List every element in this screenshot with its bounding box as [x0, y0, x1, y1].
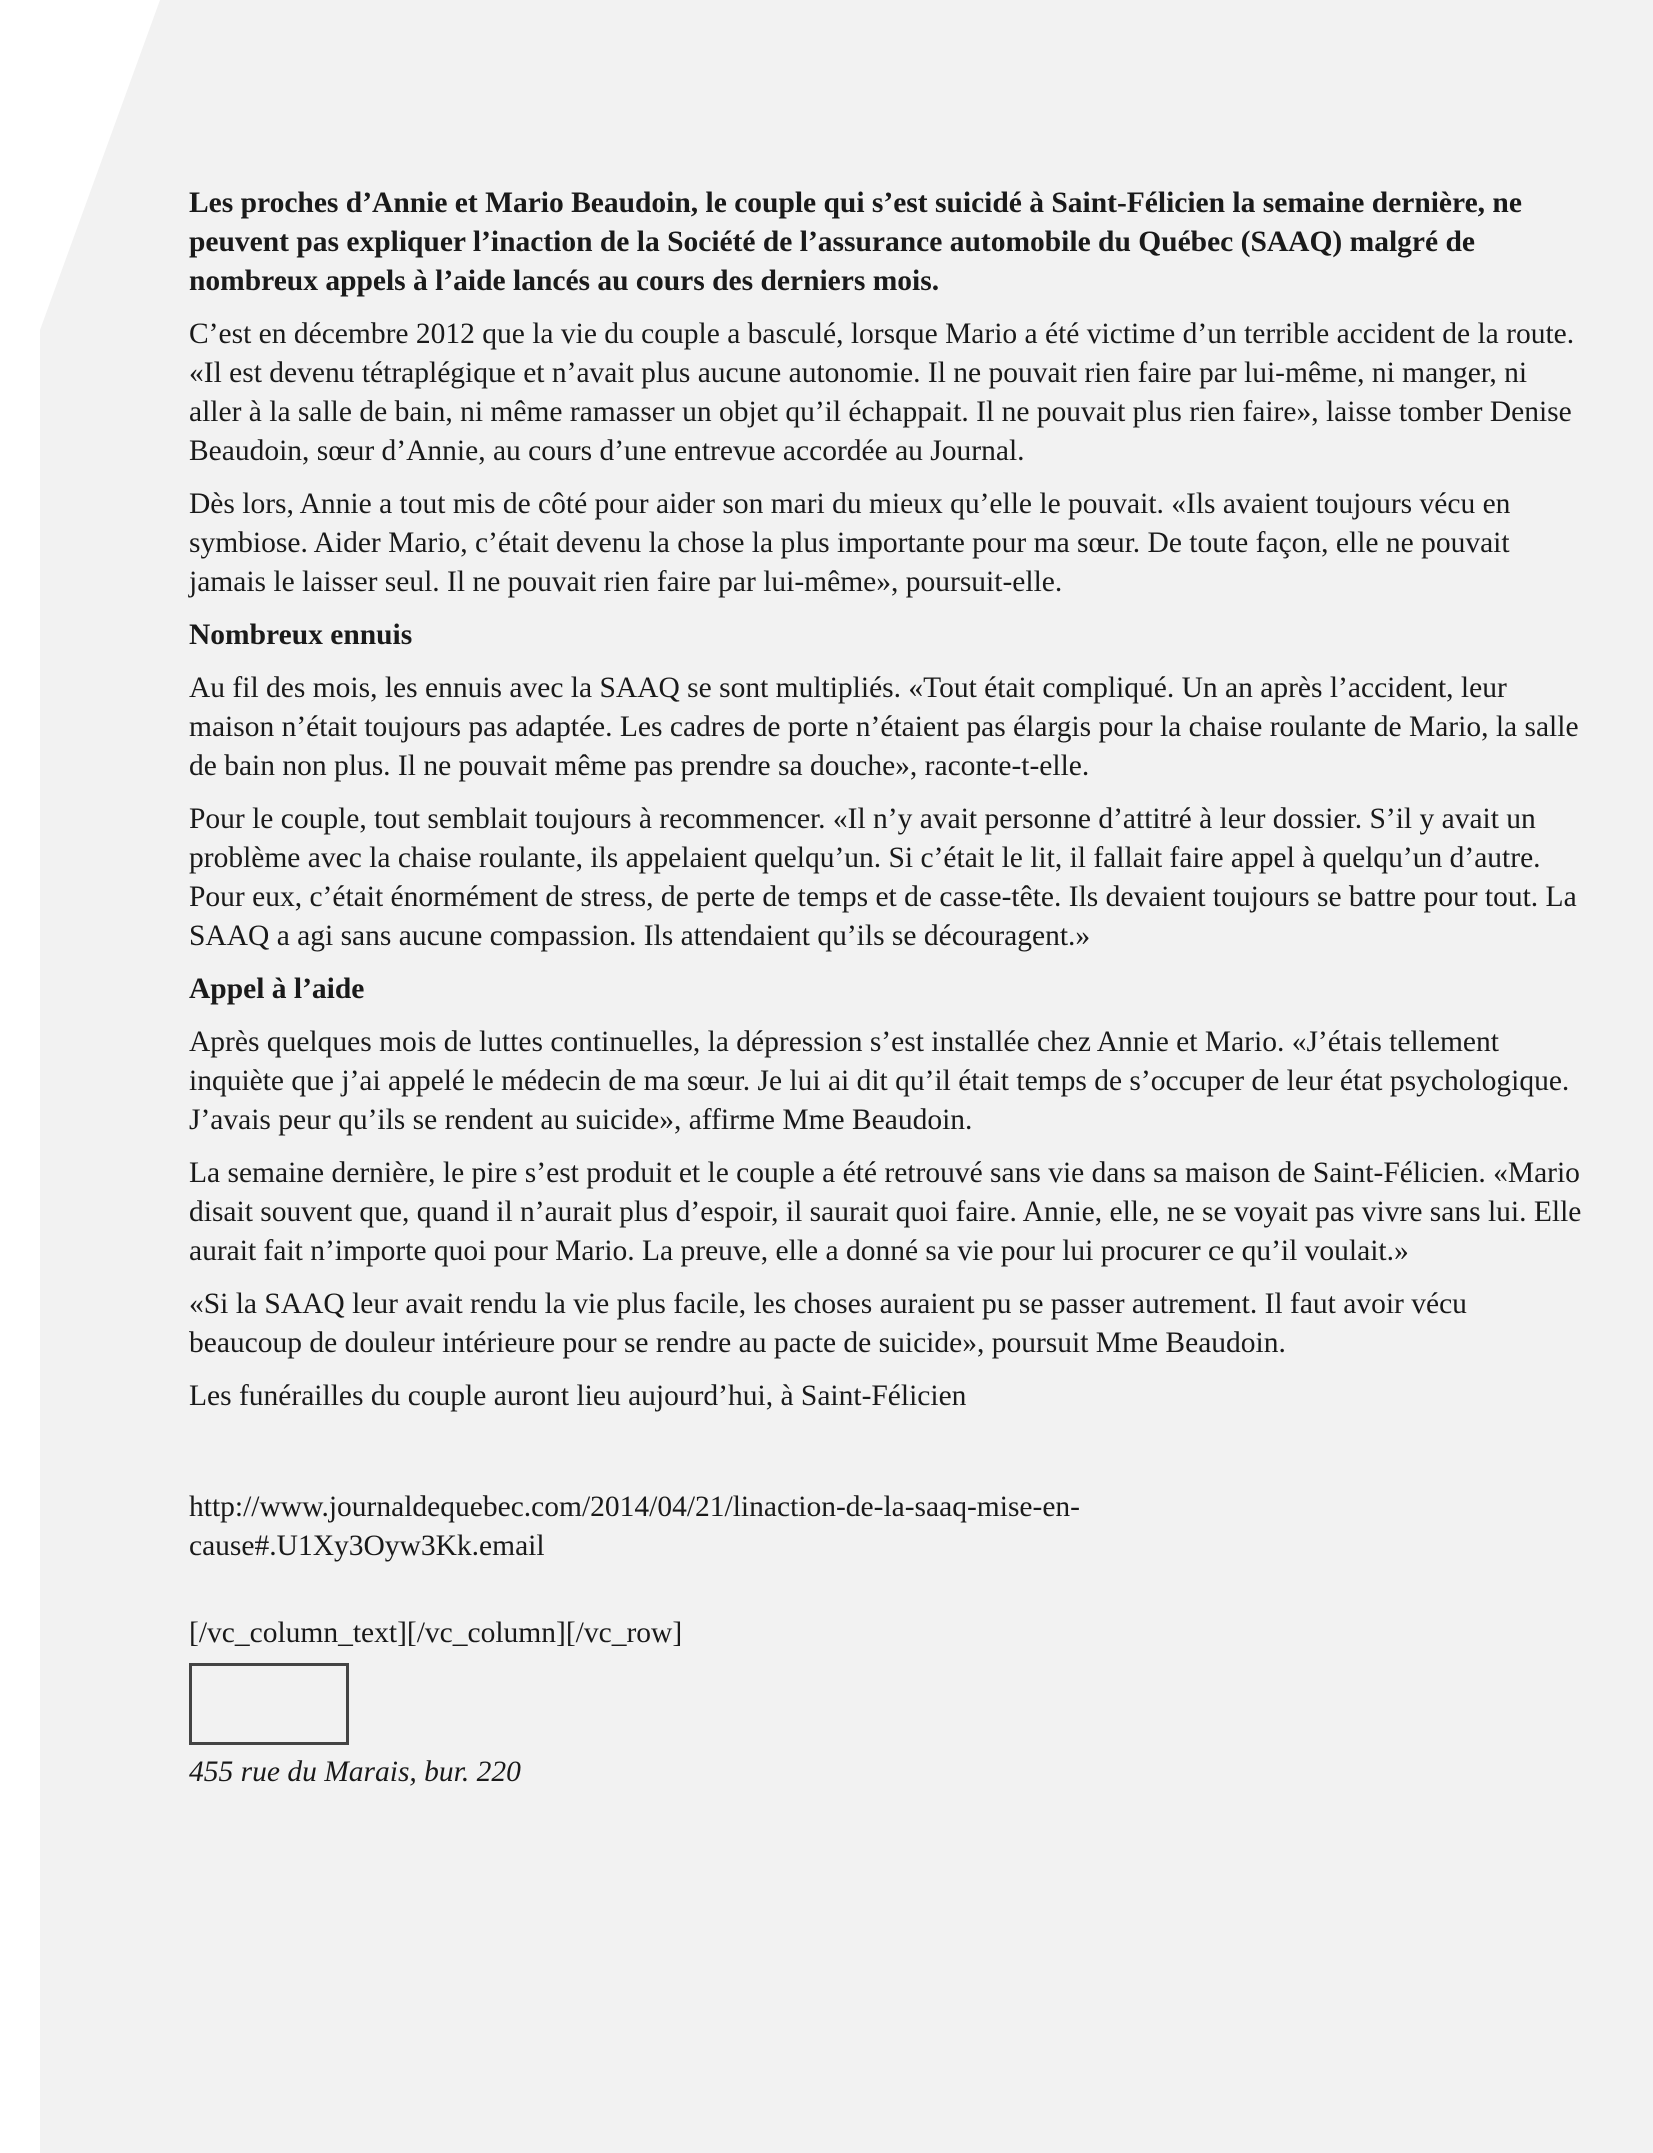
- article-paragraph: Dès lors, Annie a tout mis de côté pour aider son mari du mieux qu’elle le pouvait. «Ils avaient toujours vécu en symbiose. Aider Mario, c’était devenu la chose la plus importante pour ma sœur. De toute façon, elle ne pouvait jamais le laisser seul. Il ne pouvait rien faire par lui-même», poursuit-elle.: [189, 488, 1511, 598]
- shortcode-text: [/vc_column_text][/vc_column][/vc_row]: [189, 1617, 683, 1649]
- image-placeholder-box: [189, 1663, 349, 1745]
- section-heading-nombreux-ennuis: Nombreux ennuis: [189, 619, 413, 651]
- article-body: [189, 184, 1584, 1792]
- article-paragraph: Pour le couple, tout semblait toujours à recommencer. «Il n’y avait personne d’attitré à leur dossier. S’il y avait un problème avec la chaise roulante, ils appelaient quelqu’un. Si c’était le lit, il fallait faire appel à quelqu’un d’autre. Pour eux, c’était énormément de stress, de perte de temps et de casse-tête. Ils devaient toujours se battre pour tout. La SAAQ a agi sans aucune compassion. Ils attendaient qu’ils se découragent.»: [189, 803, 1577, 952]
- section-heading-appel-a-laide: Appel à l’aide: [189, 973, 365, 1005]
- source-url: http://www.journaldequebec.com/2014/04/21/linaction-de-la-saaq-mise-en-cause#.U1Xy3Oyw3Kk.email: [189, 1491, 1081, 1562]
- article-paragraph: Au fil des mois, les ennuis avec la SAAQ se sont multipliés. «Tout était compliqué. Un an après l’accident, leur maison n’était toujours pas adaptée. Les cadres de porte n’étaient pas élargis pour la chaise roulante de Mario, la salle de bain non plus. Il ne pouvait même pas prendre sa douche», raconte-t-elle.: [189, 672, 1579, 782]
- article-paragraph: Les funérailles du couple auront lieu aujourd’hui, à Saint-Félicien: [189, 1380, 967, 1412]
- address-text: 455 rue du Marais, bur. 220: [189, 1756, 521, 1788]
- article-paragraph: «Si la SAAQ leur avait rendu la vie plus facile, les choses auraient pu se passer autrement. Il faut avoir vécu beaucoup de douleur intérieure pour se rendre au pacte de suicide», poursuit Mme Beaudoin.: [189, 1288, 1467, 1359]
- article-paragraph: C’est en décembre 2012 que la vie du couple a basculé, lorsque Mario a été victime d’un terrible accident de la route. «Il est devenu tétraplégique et n’avait plus aucune autonomie. Il ne pouvait rien faire par lui-même, ni manger, ni aller à la salle de bain, ni même ramasser un objet qu’il échappait. Il ne pouvait plus rien faire», laisse tomber Denise Beaudoin, sœur d’Annie, au cours d’une entrevue accordée au Journal.: [189, 318, 1575, 467]
- article-paragraph: La semaine dernière, le pire s’est produit et le couple a été retrouvé sans vie dans sa maison de Saint-Félicien. «Mario disait souvent que, quand il n’aurait plus d’espoir, il saurait quoi faire. Annie, elle, ne se voyait pas vivre sans lui. Elle aurait fait n’importe quoi pour Mario. La preuve, elle a donné sa vie pour lui procurer ce qu’il voulait.»: [189, 1157, 1582, 1267]
- article-lead: Les proches d’Annie et Mario Beaudoin, le couple qui s’est suicidé à Saint-Félicien la semaine dernière, ne peuvent pas expliquer l’inaction de la Société de l’assurance automobile du Québec (SAAQ) malgré de nombreux appels à l’aide lancés au cours des derniers mois.: [189, 187, 1522, 297]
- article-paragraph: Après quelques mois de luttes continuelles, la dépression s’est installée chez Annie et Mario. «J’étais tellement inquiète que j’ai appelé le médecin de ma sœur. Je lui ai dit qu’il était temps de s’occuper de leur état psychologique. J’avais peur qu’ils se rendent au suicide», affirme Mme Beaudoin.: [189, 1026, 1570, 1136]
